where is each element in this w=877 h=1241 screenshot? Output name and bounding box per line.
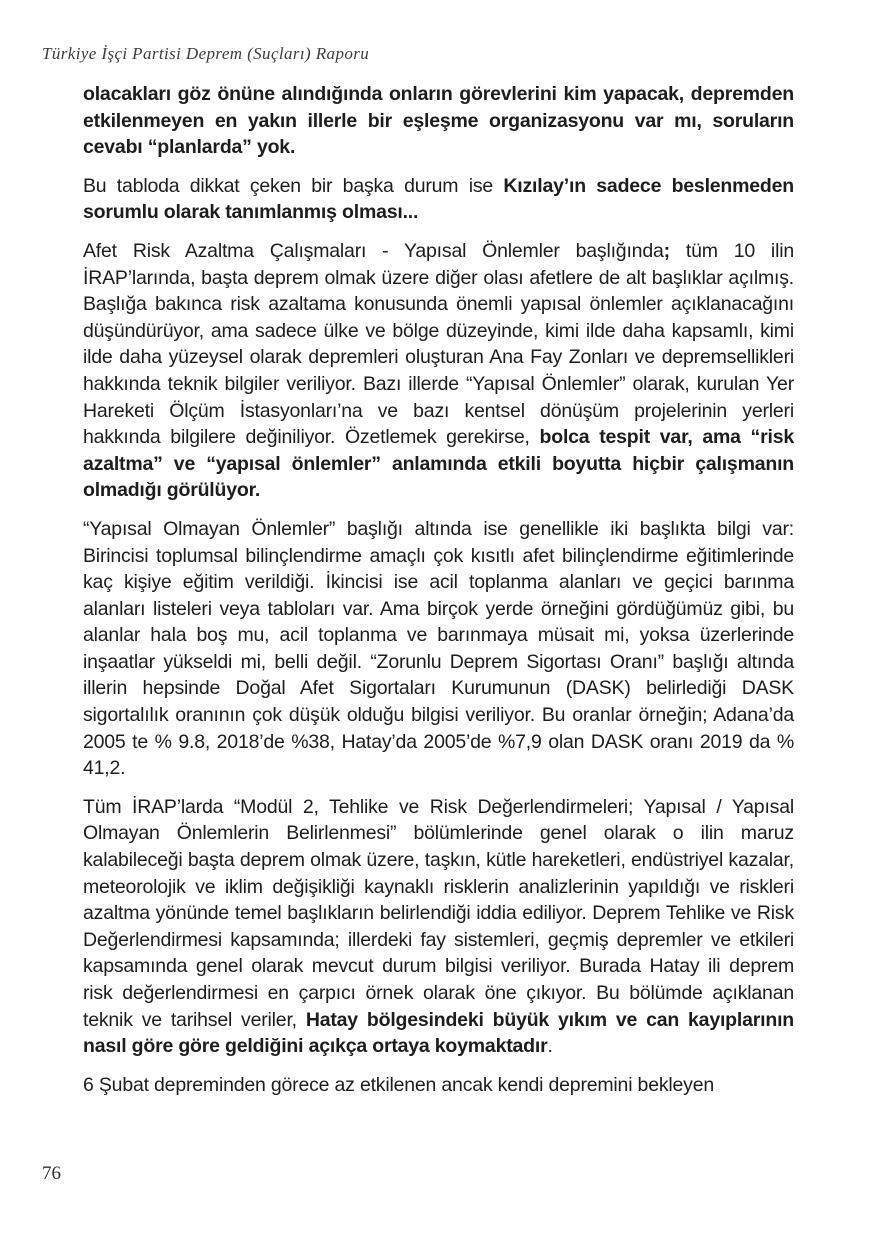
page-body (83, 81, 794, 1110)
paragraph (83, 1072, 794, 1099)
page-number: 76 (42, 1163, 61, 1184)
text-segment: Tüm İRAP’larda “Modül 2, Tehlike ve Risk Değerlendirmeleri; Yapısal / Yapısal Olmayan Önlemlerin Belirlenmesi” bölümlerinde genel olarak o ilin maruz kalabileceği başta deprem olmak üzere, taşkın, kütle hareketleri, endüstriyel kazalar, meteorolojik ve iklim değişikliği kaynaklı risklerin analizlerinin yapıldığı ve riskleri azaltma yönünde temel başlıkların belirlendiği iddia ediliyor. Deprem Tehlike ve Risk Değerlendirmesi kapsamında; illerdeki fay sistemleri, geçmiş depremler ve etkileri kapsamında genel olarak mevcut durum bilgisi veriliyor. Burada Hatay ili deprem risk değerlendirmesi en çarpıcı örnek olarak öne çıkıyor. Bu bölümde açıklanan teknik ve tarihsel veriler, (83, 795, 794, 1031)
text-segment: Afet Risk Azaltma Çalışmaları - Yapısal Önlemler başlığında (83, 239, 664, 262)
bold-text-segment: bolca tespit var, ama “risk azaltma” ve “yapısal önlemler” anlamında etkili boyutta hiçbir çalışmanın olmadığı görülüyor. (83, 426, 794, 502)
paragraph (83, 516, 794, 782)
paragraph (83, 794, 794, 1060)
text-segment: “Yapısal Olmayan Önlemler” başlığı altında ise genellikle iki başlıkta bilgi var: Birincisi toplumsal bilinçlendirme amaçlı çok kısıtlı afet bilinçlendirme eğitimlerinde kaç kişiye eğitim verildiği. İkincisi ise acil toplanma alanları ve geçici barınma alanları listeleri veya tabloları var. Ama birçok yerde örneğini gördüğümüz gibi, bu alanlar hala boş mu, acil toplanma ve barınmaya müsait mi, yoksa üzerlerinde inşaatlar yükseldi mi, belli değil. “Zorunlu Deprem Sigortası Oranı” başlığı altında illerin hepsinde Doğal Afet Sigortaları Kurumunun (DASK) belirlediği DASK sigortalılık oranının çok düşük olduğu bilgisi veriliyor. Bu oranlar örneğin; Adana’da 2005 te % 9.8, 2018’de %38, Hatay’da 2005’de %7,9 olan DASK oranı 2019 da % 41,2. (83, 517, 794, 780)
paragraph (83, 173, 794, 226)
report-header: Türkiye İşçi Partisi Deprem (Suçları) Raporu (42, 44, 370, 63)
text-segment: . (547, 1035, 553, 1058)
bold-text-segment: Hatay bölgesindeki büyük yıkım ve can kayıplarının nasıl göre göre geldiğini açıkça ortaya koymaktadır (83, 1008, 795, 1058)
paragraph (83, 238, 794, 504)
text-segment: tüm 10 ilin İRAP’larında, başta deprem olmak üzere diğer olası afetlere de alt başlıklar açılmış. Başlığa bakınca risk azaltama konusunda önemli yapısal önlemler açıklanacağını düşündürüyor, ama sadece ülke ve bölge düzeyinde, kimi ilde daha kapsamlı, kimi ilde daha yüzeysel olarak depremleri oluşturan Ana Fay Zonları ve depremsellikleri hakkında teknik bilgiler veriliyor. Bazı illerde “Yapısal Önlemler” olarak, kurulan Yer Hareketi Ölçüm İstasyonları’na ve bazı kentsel dönüşüm projelerinin yerleri hakkında bilgilere değiniliyor. Özetlemek gerekirse, (83, 239, 794, 449)
text-segment: Bu tabloda dikkat çeken bir başka durum ise (83, 174, 504, 197)
bold-text-segment: Kızılay’ın sadece beslenmeden sorumlu olarak tanımlanmış olması... (83, 174, 794, 224)
paragraph (83, 81, 794, 161)
bold-text-segment: ; (663, 239, 670, 262)
bold-text-segment: olacakları göz önüne alındığında onların görevlerini kim yapacak, depremden etkilenmeyen en yakın illerle bir eşleşme organizasyonu var mı, soruların cevabı “planlarda” yok. (83, 83, 794, 159)
text-segment: 6 Şubat depreminden görece az etkilenen ancak kendi depremini bekleyen (83, 1073, 715, 1096)
